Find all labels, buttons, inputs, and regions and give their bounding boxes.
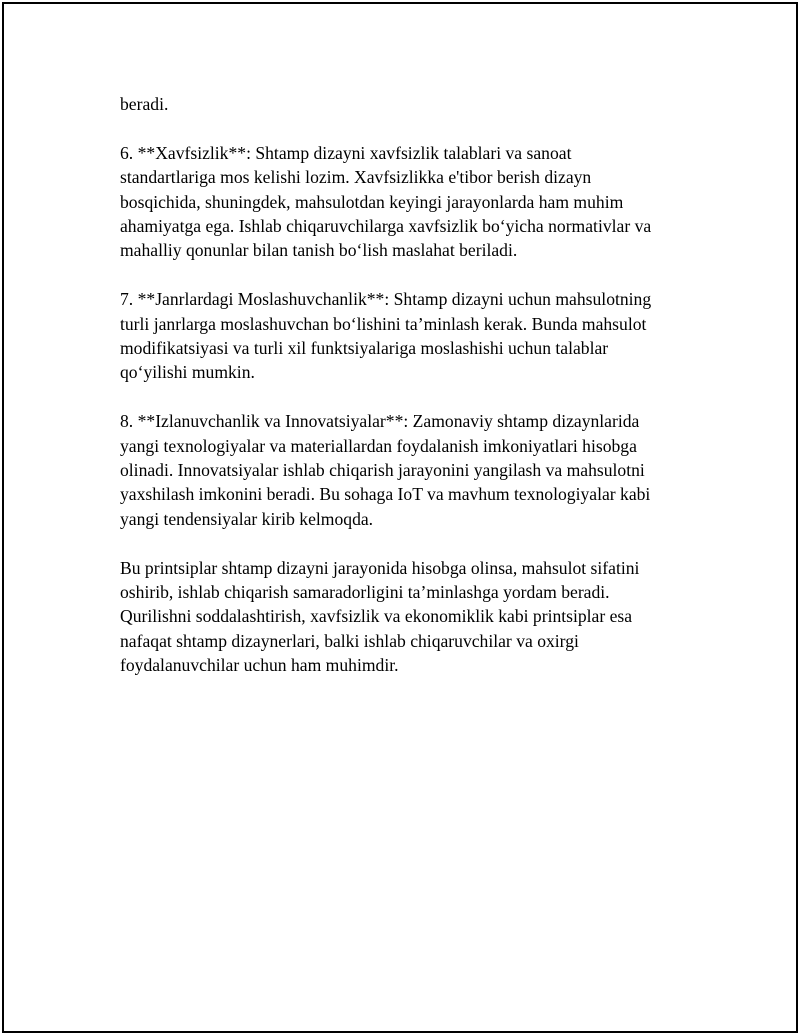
text-line: qo‘yilishi mumkin. xyxy=(120,362,255,383)
text-line: Qurilishni soddalashtirish, xavfsizlik va ekonomiklik kabi printsiplar esa xyxy=(120,606,633,627)
text-line: beradi. xyxy=(120,94,169,114)
paragraph-xavfsizlik xyxy=(120,141,690,263)
paragraph-moslashuvchanlik xyxy=(120,287,690,385)
text-line: yangi texnologiyalar va materiallardan foydalanish imkoniyatlari hisobga xyxy=(120,435,637,456)
paragraph-continuation xyxy=(120,92,690,116)
text-line: yaxshilash imkonini beradi. Bu sohaga IoT va mavhum texnologiyalar kabi xyxy=(120,484,651,505)
text-line: Bu printsiplar shtamp dizayni jarayonida hisobga olinsa, mahsulot sifatini xyxy=(120,557,640,578)
text-line: nafaqat shtamp dizaynerlari, balki ishlab chiqaruvchilar va oxirgi xyxy=(120,630,579,651)
text-line: mahalliy qonunlar bilan tanish bo‘lish maslahat beriladi. xyxy=(120,240,518,261)
text-line: 6. **Xavfsizlik**: Shtamp dizayni xavfsizlik talablari va sanoat xyxy=(120,142,572,163)
text-line: oshirib, ishlab chiqarish samaradorligini ta’minlashga yordam beradi. xyxy=(120,582,610,603)
text-line: ahamiyatga ega. Ishlab chiqaruvchilarga xavfsizlik bo‘yicha normativlar va xyxy=(120,216,652,237)
text-line: yangi tendensiyalar kirib kelmoqda. xyxy=(120,508,374,529)
document-body xyxy=(120,92,690,702)
paragraph-innovatsiyalar xyxy=(120,409,690,531)
text-line: 7. **Janrlardagi Moslashuvchanlik**: Shtamp dizayni uchun mahsulotning xyxy=(120,289,652,310)
text-line: modifikatsiyasi va turli xil funktsiyalariga moslashishi uchun talablar xyxy=(120,338,609,359)
text-line: standartlariga mos kelishi lozim. Xavfsizlikka e'tibor berish dizayn xyxy=(120,167,592,188)
text-line: bosqichida, shuningdek, mahsulotdan keyingi jarayonlarda ham muhim xyxy=(120,191,624,212)
paragraph-conclusion xyxy=(120,556,690,678)
text-line: foydalanuvchilar uchun ham muhimdir. xyxy=(120,655,399,676)
document-page xyxy=(2,2,798,1033)
text-line: turli janrlarga moslashuvchan bo‘lishini ta’minlash kerak. Bunda mahsulot xyxy=(120,313,647,334)
text-line: 8. **Izlanuvchanlik va Innovatsiyalar**: Zamonaviy shtamp dizaynlarida xyxy=(120,411,640,432)
text-line: olinadi. Innovatsiyalar ishlab chiqarish jarayonini yangilash va mahsulotni xyxy=(120,460,645,481)
